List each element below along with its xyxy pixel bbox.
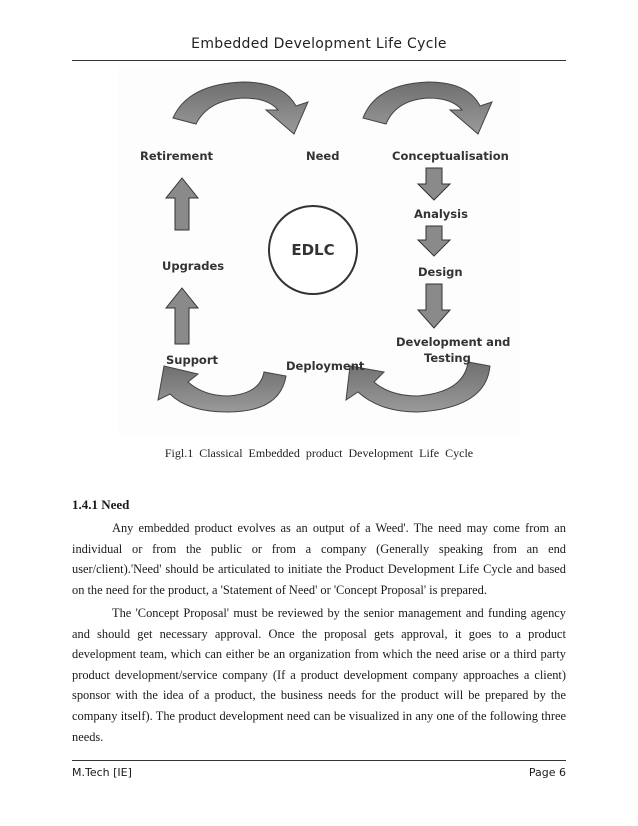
section-title: 1.4.1 Need: [72, 497, 130, 512]
header-divider: [72, 60, 566, 61]
page-header-title: Embedded Development Life Cycle: [191, 36, 447, 52]
up-arrow-upgrades-to-retirement: [166, 178, 198, 230]
curved-arrow-development-to-deployment: [346, 362, 490, 412]
figure-caption: Figl.1 Classical Embedded product Development Life Cycle: [164, 446, 474, 460]
footer-page-number: Page 6: [528, 766, 566, 779]
paragraph-2: The 'Concept Proposal' must be reviewed by the senior management and funding agency and should get necessary approval. Once the proposal gets approval, it goes to a product development team, which can either be an organization from which the need arise or a third party product development/service company (If a product development company approaches a client) sponsor with the idea of a product, the business needs for the product will be prepared by the company itself). The product development need can be visualized in any one of the following three needs.: [72, 606, 566, 744]
edlc-figure: [118, 66, 520, 436]
edlc-diagram: [118, 66, 520, 436]
stage-support: Support: [166, 353, 219, 367]
down-arrow-design-to-development: [418, 284, 450, 328]
stage-development-line2: Testing: [424, 351, 471, 365]
stage-retirement: Retirement: [140, 149, 214, 163]
curved-arrow-need-to-conceptualisation: [363, 82, 492, 134]
edlc-center-label: EDLC: [291, 241, 335, 259]
paragraph-1: Any embedded product evolves as an output of a Weed'. The need may come from an individual or from the public or from a company (Generally speaking from an end user/client).'Need' should be articulated to initiate the Product Development Life Cycle and based on the need for the product, a 'Statement of Need' or 'Concept Proposal' is prepared.: [72, 521, 566, 597]
stage-conceptualisation: Conceptualisation: [392, 149, 509, 163]
curved-arrow-deployment-to-support: [158, 366, 286, 412]
footer-divider: [72, 760, 566, 761]
stage-analysis: Analysis: [414, 207, 468, 221]
down-arrow-analysis-to-design: [418, 226, 450, 256]
up-arrow-support-to-upgrades: [166, 288, 198, 344]
down-arrow-conceptualisation-to-analysis: [418, 168, 450, 200]
stage-development-line1: Development and: [396, 335, 511, 349]
curved-arrow-retirement-to-need: [173, 82, 308, 134]
footer-course: M.Tech [IE]: [72, 766, 132, 779]
stage-upgrades: Upgrades: [162, 259, 225, 273]
stage-design: Design: [418, 265, 463, 279]
stage-deployment: Deployment: [286, 359, 365, 373]
stage-need: Need: [306, 149, 340, 163]
